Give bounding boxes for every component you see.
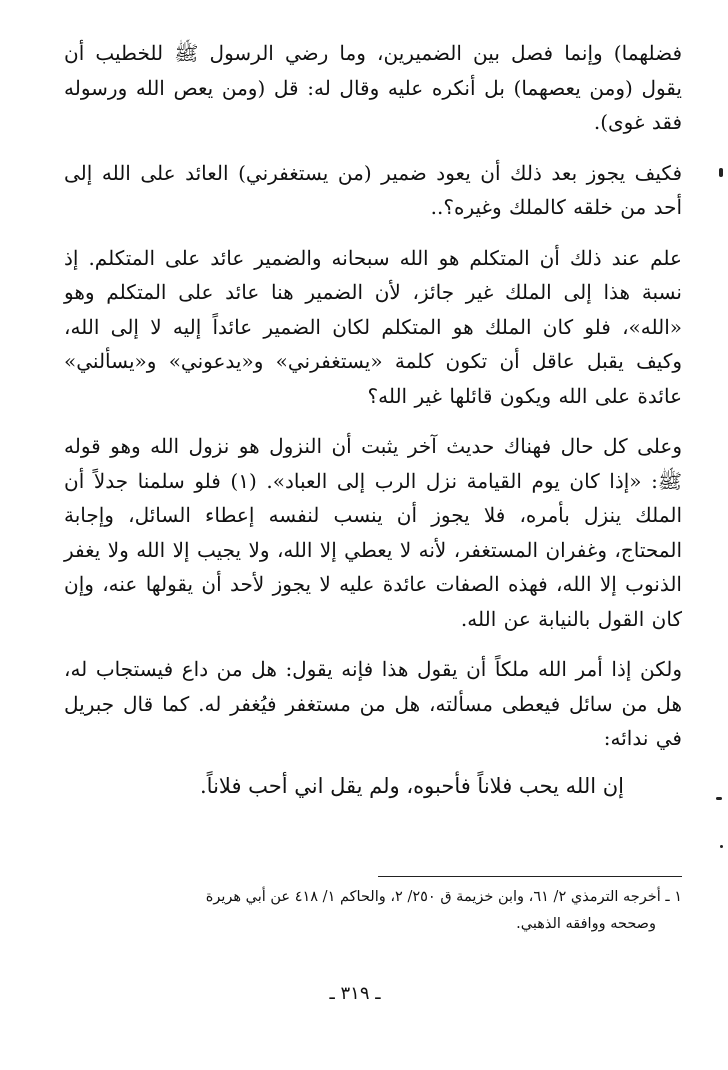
paragraph-5: ولكن إذا أمر الله ملكاً أن يقول هذا فإنه يقول: هل من داع فيستجاب له، هل من سائل فيعطى مسألته، هل من مستغفر فيُغفر له. كما قال جبريل في ندائه:: [64, 657, 682, 750]
footnote-divider: [378, 876, 682, 877]
scan-mark-top: [719, 168, 723, 177]
scan-mark-bottom: [720, 845, 723, 848]
page-number: ـ ٣١٩ ـ: [329, 983, 381, 1004]
paragraph-2: فكيف يجوز بعد ذلك أن يعود ضمير (من يستغفرني) العائد على الله إلى أحد من خلقه كالملك وغيره؟..: [64, 160, 682, 219]
quoted-saying: إن الله يحب فلاناً فأحبوه، ولم يقل اني أحب فلاناً.: [200, 773, 624, 798]
paragraph-3: علم عند ذلك أن المتكلم هو الله سبحانه والضمير عائد على المتكلم. إذ نسبة هذا إلى الملك غير جائز، لأن الضمير هنا عائد على المتكلم وهو «الله»، فلو كان الملك هو المتكلم لكان الضمير عائداً إليه لا إلى الله، وكيف يقبل عاقل أن تكون كلمة «يستغفرني» و«يدعوني» و«يسألني» عائدة على الله ويكون قائلها غير الله؟: [64, 245, 682, 408]
footnote-line-1: ١ ـ أخرجه الترمذي ٢/ ٦١، وابن خزيمة ق ٢٥٠/ ٢، والحاكم ١/ ٤١٨ عن أبي هريرة: [205, 889, 682, 905]
page-body: [64, 36, 682, 804]
footnote-line-2: وصححه ووافقه الذهبي.: [516, 916, 656, 932]
paragraph-4: وعلى كل حال فهناك حديث آخر يثبت أن النزول هو نزول الله وهو قوله ﷺ: «إذا كان يوم القيامة نزل الرب إلى العباد». (١) فلو سلمنا جدلاً أن الملك ينزل بأمره، فلا يجوز أن ينسب لنفسه إعطاء السائل، وإجابة المحتاج، وغفران المستغفر، لأنه لا يعطي إلا الله، ولا يجيب إلا الله ولا يغفر الذنوب إلا الله، فهذه الصفات عائدة عليه لا يجوز لأحد أن يقولها عنه، وإن كان القول بالنيابة عن الله.: [64, 434, 683, 631]
paragraph-1: فضلهما) وإنما فصل بين الضميرين، وما رضي الرسول ﷺ للخطيب أن يقول (ومن يعصهما) بل أنكره عليه وقال له: قل (ومن يعص الله ورسوله فقد غوى).: [64, 41, 682, 134]
footnote: [78, 884, 682, 938]
scan-mark-middle: [716, 797, 722, 800]
